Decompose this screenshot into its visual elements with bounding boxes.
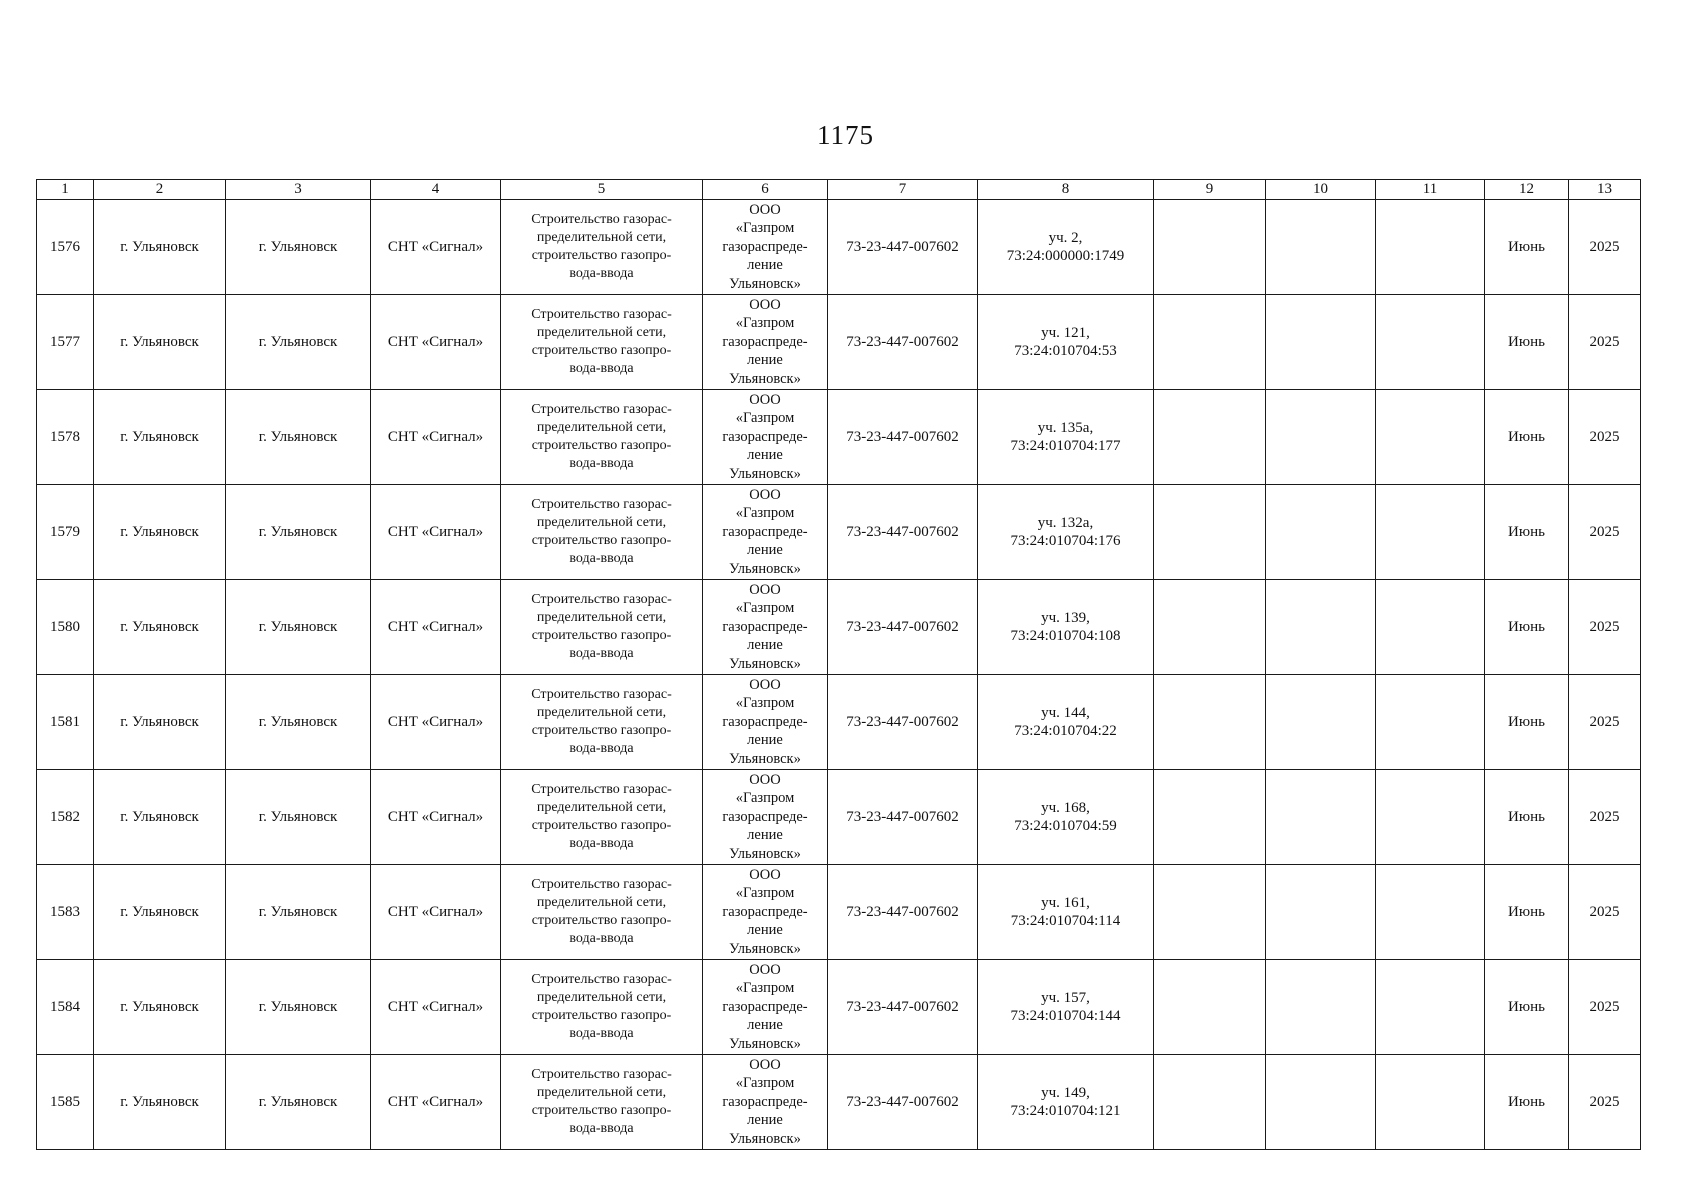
year-cell: 2025	[1569, 770, 1641, 865]
district-cell: г. Ульяновск	[94, 295, 226, 390]
table-row	[37, 295, 1641, 390]
year-cell: 2025	[1569, 200, 1641, 295]
organization-cell-line: Ульяновск»	[729, 275, 801, 292]
tu-number-cell: 73-23-447-007602	[828, 200, 978, 295]
work-cell-line: вода-ввода	[569, 266, 634, 281]
settlement-cell: г. Ульяновск	[226, 1055, 371, 1150]
year-cell: 2025	[1569, 865, 1641, 960]
organization-cell-line: «Газпром	[735, 600, 795, 617]
empty-cell-10	[1266, 770, 1376, 865]
row-number-cell: 1578	[37, 390, 94, 485]
empty-cell-9	[1154, 1055, 1266, 1150]
work-cell	[501, 770, 703, 865]
plot-cell-text	[981, 894, 1150, 930]
column-header: 9	[1154, 180, 1266, 200]
settlement-cell: г. Ульяновск	[226, 390, 371, 485]
district-cell: г. Ульяновск	[94, 200, 226, 295]
work-cell-line: вода-ввода	[569, 551, 634, 566]
settlement-cell: г. Ульяновск	[226, 580, 371, 675]
year-cell: 2025	[1569, 390, 1641, 485]
empty-cell-10	[1266, 675, 1376, 770]
organization-cell-text	[703, 486, 827, 579]
empty-cell-10	[1266, 865, 1376, 960]
year-cell: 2025	[1569, 580, 1641, 675]
work-cell-line: Строительство газорас-	[531, 497, 672, 512]
work-cell-line: вода-ввода	[569, 741, 634, 756]
organization-cell-line: ООО	[749, 296, 781, 313]
plot-cell	[978, 580, 1154, 675]
object-cell: СНТ «Сигнал»	[371, 485, 501, 580]
organization-cell-line: Ульяновск»	[729, 560, 801, 577]
work-cell-line: пределительной сети,	[536, 420, 667, 435]
organization-cell-line: «Газпром	[735, 885, 795, 902]
month-cell: Июнь	[1485, 200, 1569, 295]
organization-cell-line: Ульяновск»	[729, 370, 801, 387]
column-header: 3	[226, 180, 371, 200]
work-cell-line: Строительство газорас-	[531, 687, 672, 702]
object-cell: СНТ «Сигнал»	[371, 675, 501, 770]
settlement-cell: г. Ульяновск	[226, 960, 371, 1055]
organization-cell-text	[703, 676, 827, 769]
row-number-cell: 1580	[37, 580, 94, 675]
empty-cell-10	[1266, 485, 1376, 580]
empty-cell-10	[1266, 390, 1376, 485]
tu-number-cell: 73-23-447-007602	[828, 865, 978, 960]
organization-cell-line: ООО	[749, 771, 781, 788]
work-cell-line: пределительной сети,	[536, 1085, 667, 1100]
plot-cell-line: 73:24:010704:177	[1010, 438, 1121, 454]
organization-cell-line: ООО	[749, 866, 781, 883]
empty-cell-11	[1376, 675, 1485, 770]
work-cell-text	[504, 686, 699, 758]
year-cell: 2025	[1569, 675, 1641, 770]
work-cell-line: Строительство газорас-	[531, 782, 672, 797]
work-cell	[501, 1055, 703, 1150]
tu-number-cell: 73-23-447-007602	[828, 1055, 978, 1150]
month-cell: Июнь	[1485, 675, 1569, 770]
work-cell-line: строительство газопро-	[531, 533, 672, 548]
work-cell-line: пределительной сети,	[536, 705, 667, 720]
empty-cell-9	[1154, 865, 1266, 960]
plot-cell-text	[981, 989, 1150, 1025]
year-cell: 2025	[1569, 960, 1641, 1055]
tu-number-cell: 73-23-447-007602	[828, 295, 978, 390]
table-header	[37, 180, 1641, 200]
plot-cell	[978, 485, 1154, 580]
column-header: 12	[1485, 180, 1569, 200]
plot-cell-line: уч. 144,	[1041, 705, 1090, 721]
work-cell-line: пределительной сети,	[536, 515, 667, 530]
plot-cell-line: 73:24:010704:144	[1010, 1008, 1121, 1024]
tu-number-cell: 73-23-447-007602	[828, 675, 978, 770]
empty-cell-9	[1154, 960, 1266, 1055]
organization-cell-line: ООО	[749, 581, 781, 598]
plot-cell-line: уч. 132а,	[1037, 515, 1094, 531]
settlement-cell: г. Ульяновск	[226, 770, 371, 865]
plot-cell-line: уч. 157,	[1041, 990, 1090, 1006]
work-cell-text	[504, 971, 699, 1043]
column-header: 7	[828, 180, 978, 200]
organization-cell	[703, 390, 828, 485]
organization-cell-line: Ульяновск»	[729, 1035, 801, 1052]
tu-number-cell: 73-23-447-007602	[828, 580, 978, 675]
work-cell-line: вода-ввода	[569, 361, 634, 376]
row-number-cell: 1579	[37, 485, 94, 580]
organization-cell-line: ООО	[749, 1056, 781, 1073]
organization-cell-text	[703, 866, 827, 959]
registry-table	[36, 179, 1641, 1150]
work-cell-text	[504, 876, 699, 948]
plot-cell-line: 73:24:010704:53	[1014, 343, 1117, 359]
empty-cell-11	[1376, 200, 1485, 295]
table-body	[37, 200, 1641, 1150]
organization-cell-line: Ульяновск»	[729, 465, 801, 482]
work-cell-text	[504, 496, 699, 568]
plot-cell-line: 73:24:010704:108	[1010, 628, 1121, 644]
work-cell-line: вода-ввода	[569, 1026, 634, 1041]
tu-number-cell: 73-23-447-007602	[828, 485, 978, 580]
district-cell: г. Ульяновск	[94, 485, 226, 580]
organization-cell-line: «Газпром	[735, 695, 795, 712]
empty-cell-9	[1154, 675, 1266, 770]
organization-cell-line: ление	[747, 922, 783, 939]
empty-cell-10	[1266, 200, 1376, 295]
object-cell: СНТ «Сигнал»	[371, 580, 501, 675]
tu-number-cell: 73-23-447-007602	[828, 390, 978, 485]
organization-cell	[703, 580, 828, 675]
empty-cell-11	[1376, 485, 1485, 580]
organization-cell-line: ООО	[749, 486, 781, 503]
plot-cell	[978, 770, 1154, 865]
work-cell	[501, 295, 703, 390]
plot-cell-text	[981, 704, 1150, 740]
work-cell-line: строительство газопро-	[531, 1103, 672, 1118]
month-cell: Июнь	[1485, 295, 1569, 390]
plot-cell-text	[981, 514, 1150, 550]
empty-cell-10	[1266, 580, 1376, 675]
object-cell: СНТ «Сигнал»	[371, 960, 501, 1055]
tu-number-cell: 73-23-447-007602	[828, 960, 978, 1055]
empty-cell-11	[1376, 865, 1485, 960]
organization-cell	[703, 200, 828, 295]
organization-cell-line: «Газпром	[735, 1075, 795, 1092]
work-cell-line: вода-ввода	[569, 931, 634, 946]
plot-cell-line: 73:24:010704:121	[1010, 1103, 1121, 1119]
work-cell-line: строительство газопро-	[531, 438, 672, 453]
organization-cell-line: ление	[747, 352, 783, 369]
plot-cell	[978, 295, 1154, 390]
empty-cell-10	[1266, 1055, 1376, 1150]
table-row	[37, 390, 1641, 485]
work-cell-line: Строительство газорас-	[531, 307, 672, 322]
work-cell-text	[504, 211, 699, 283]
organization-cell-line: газораспреде-	[722, 523, 808, 540]
table-row	[37, 485, 1641, 580]
year-cell: 2025	[1569, 485, 1641, 580]
column-header: 2	[94, 180, 226, 200]
plot-cell-line: 73:24:010704:22	[1014, 723, 1117, 739]
organization-cell-line: ление	[747, 257, 783, 274]
organization-cell-line: «Газпром	[735, 505, 795, 522]
object-cell: СНТ «Сигнал»	[371, 200, 501, 295]
work-cell-line: Строительство газорас-	[531, 402, 672, 417]
column-header: 8	[978, 180, 1154, 200]
plot-cell	[978, 200, 1154, 295]
settlement-cell: г. Ульяновск	[226, 295, 371, 390]
organization-cell-text	[703, 296, 827, 389]
district-cell: г. Ульяновск	[94, 390, 226, 485]
empty-cell-9	[1154, 770, 1266, 865]
plot-cell-line: 73:24:010704:114	[1010, 913, 1121, 929]
table-row	[37, 770, 1641, 865]
plot-cell-line: уч. 149,	[1041, 1085, 1090, 1101]
work-cell-line: строительство газопро-	[531, 818, 672, 833]
row-number-cell: 1582	[37, 770, 94, 865]
row-number-cell: 1583	[37, 865, 94, 960]
plot-cell	[978, 865, 1154, 960]
empty-cell-11	[1376, 1055, 1485, 1150]
organization-cell-line: ление	[747, 542, 783, 559]
organization-cell	[703, 675, 828, 770]
column-header: 11	[1376, 180, 1485, 200]
plot-cell-line: 73:24:000000:1749	[1006, 248, 1125, 264]
work-cell-line: строительство газопро-	[531, 1008, 672, 1023]
work-cell	[501, 865, 703, 960]
organization-cell-line: ООО	[749, 201, 781, 218]
month-cell: Июнь	[1485, 390, 1569, 485]
column-header: 1	[37, 180, 94, 200]
work-cell	[501, 485, 703, 580]
work-cell	[501, 200, 703, 295]
settlement-cell: г. Ульяновск	[226, 865, 371, 960]
district-cell: г. Ульяновск	[94, 960, 226, 1055]
settlement-cell: г. Ульяновск	[226, 675, 371, 770]
empty-cell-10	[1266, 295, 1376, 390]
work-cell-text	[504, 1066, 699, 1138]
work-cell-line: строительство газопро-	[531, 723, 672, 738]
column-header: 5	[501, 180, 703, 200]
organization-cell-line: «Газпром	[735, 220, 795, 237]
organization-cell-line: Ульяновск»	[729, 845, 801, 862]
organization-cell-line: газораспреде-	[722, 903, 808, 920]
work-cell-line: Строительство газорас-	[531, 1067, 672, 1082]
plot-cell	[978, 960, 1154, 1055]
organization-cell-line: ООО	[749, 961, 781, 978]
month-cell: Июнь	[1485, 865, 1569, 960]
organization-cell-text	[703, 1056, 827, 1149]
plot-cell-line: уч. 121,	[1041, 325, 1090, 341]
organization-cell-line: газораспреде-	[722, 713, 808, 730]
organization-cell-line: газораспреде-	[722, 238, 808, 255]
table-row	[37, 675, 1641, 770]
plot-cell-text	[981, 1084, 1150, 1120]
settlement-cell: г. Ульяновск	[226, 200, 371, 295]
work-cell-line: пределительной сети,	[536, 230, 667, 245]
row-number-cell: 1584	[37, 960, 94, 1055]
work-cell-line: пределительной сети,	[536, 990, 667, 1005]
year-cell: 2025	[1569, 295, 1641, 390]
plot-cell-text	[981, 419, 1150, 455]
organization-cell-text	[703, 581, 827, 674]
empty-cell-10	[1266, 960, 1376, 1055]
organization-cell-line: Ульяновск»	[729, 655, 801, 672]
work-cell-line: строительство газопро-	[531, 248, 672, 263]
organization-cell-line: Ульяновск»	[729, 940, 801, 957]
organization-cell-line: газораспреде-	[722, 1093, 808, 1110]
empty-cell-9	[1154, 485, 1266, 580]
district-cell: г. Ульяновск	[94, 675, 226, 770]
district-cell: г. Ульяновск	[94, 580, 226, 675]
district-cell: г. Ульяновск	[94, 865, 226, 960]
plot-cell-line: уч. 135а,	[1037, 420, 1094, 436]
organization-cell-line: «Газпром	[735, 410, 795, 427]
organization-cell-line: Ульяновск»	[729, 750, 801, 767]
plot-cell	[978, 1055, 1154, 1150]
row-number-cell: 1577	[37, 295, 94, 390]
empty-cell-11	[1376, 770, 1485, 865]
column-header: 6	[703, 180, 828, 200]
plot-cell-line: уч. 139,	[1041, 610, 1090, 626]
organization-cell	[703, 485, 828, 580]
work-cell-text	[504, 401, 699, 473]
page-number: 1175	[817, 120, 874, 150]
work-cell-line: строительство газопро-	[531, 628, 672, 643]
work-cell-text	[504, 781, 699, 853]
organization-cell	[703, 865, 828, 960]
object-cell: СНТ «Сигнал»	[371, 1055, 501, 1150]
empty-cell-9	[1154, 580, 1266, 675]
column-header: 4	[371, 180, 501, 200]
month-cell: Июнь	[1485, 580, 1569, 675]
work-cell-line: пределительной сети,	[536, 800, 667, 815]
table-row	[37, 580, 1641, 675]
month-cell: Июнь	[1485, 770, 1569, 865]
work-cell-line: вода-ввода	[569, 836, 634, 851]
object-cell: СНТ «Сигнал»	[371, 295, 501, 390]
work-cell	[501, 580, 703, 675]
plot-cell-line: 73:24:010704:59	[1014, 818, 1117, 834]
organization-cell-line: ление	[747, 637, 783, 654]
column-header: 13	[1569, 180, 1641, 200]
plot-cell-text	[981, 229, 1150, 265]
work-cell-line: Строительство газорас-	[531, 972, 672, 987]
month-cell: Июнь	[1485, 485, 1569, 580]
organization-cell-line: ление	[747, 1017, 783, 1034]
work-cell-line: Строительство газорас-	[531, 592, 672, 607]
organization-cell-line: ление	[747, 827, 783, 844]
organization-cell	[703, 770, 828, 865]
organization-cell-line: газораспреде-	[722, 808, 808, 825]
work-cell-line: пределительной сети,	[536, 895, 667, 910]
work-cell-line: вода-ввода	[569, 456, 634, 471]
organization-cell-line: ление	[747, 1112, 783, 1129]
plot-cell	[978, 675, 1154, 770]
organization-cell-text	[703, 771, 827, 864]
organization-cell	[703, 1055, 828, 1150]
plot-cell-line: уч. 168,	[1041, 800, 1090, 816]
plot-cell-text	[981, 324, 1150, 360]
plot-cell-line: уч. 2,	[1048, 230, 1083, 246]
organization-cell-line: газораспреде-	[722, 333, 808, 350]
plot-cell-text	[981, 609, 1150, 645]
settlement-cell: г. Ульяновск	[226, 485, 371, 580]
organization-cell-line: «Газпром	[735, 315, 795, 332]
organization-cell-line: газораспреде-	[722, 428, 808, 445]
month-cell: Июнь	[1485, 1055, 1569, 1150]
table-row	[37, 960, 1641, 1055]
organization-cell-text	[703, 201, 827, 294]
work-cell	[501, 390, 703, 485]
empty-cell-9	[1154, 295, 1266, 390]
month-cell: Июнь	[1485, 960, 1569, 1055]
object-cell: СНТ «Сигнал»	[371, 390, 501, 485]
organization-cell-line: газораспреде-	[722, 618, 808, 635]
object-cell: СНТ «Сигнал»	[371, 770, 501, 865]
work-cell-line: строительство газопро-	[531, 343, 672, 358]
work-cell-line: строительство газопро-	[531, 913, 672, 928]
column-number-row	[37, 180, 1641, 200]
district-cell: г. Ульяновск	[94, 770, 226, 865]
empty-cell-11	[1376, 580, 1485, 675]
plot-cell	[978, 390, 1154, 485]
work-cell-line: вода-ввода	[569, 646, 634, 661]
table-row	[37, 865, 1641, 960]
row-number-cell: 1581	[37, 675, 94, 770]
empty-cell-9	[1154, 390, 1266, 485]
plot-cell-line: уч. 161,	[1041, 895, 1090, 911]
organization-cell-line: «Газпром	[735, 980, 795, 997]
work-cell-line: пределительной сети,	[536, 325, 667, 340]
organization-cell-line: «Газпром	[735, 790, 795, 807]
work-cell-line: Строительство газорас-	[531, 877, 672, 892]
row-number-cell: 1576	[37, 200, 94, 295]
object-cell: СНТ «Сигнал»	[371, 865, 501, 960]
empty-cell-11	[1376, 390, 1485, 485]
work-cell-line: вода-ввода	[569, 1121, 634, 1136]
year-cell: 2025	[1569, 1055, 1641, 1150]
plot-cell-text	[981, 799, 1150, 835]
empty-cell-11	[1376, 295, 1485, 390]
organization-cell-line: ООО	[749, 676, 781, 693]
organization-cell-text	[703, 391, 827, 484]
work-cell	[501, 675, 703, 770]
district-cell: г. Ульяновск	[94, 1055, 226, 1150]
column-header: 10	[1266, 180, 1376, 200]
organization-cell-line: ление	[747, 447, 783, 464]
row-number-cell: 1585	[37, 1055, 94, 1150]
work-cell	[501, 960, 703, 1055]
organization-cell	[703, 960, 828, 1055]
organization-cell-line: газораспреде-	[722, 998, 808, 1015]
table-row	[37, 1055, 1641, 1150]
organization-cell-line: Ульяновск»	[729, 1130, 801, 1147]
work-cell-line: Строительство газорас-	[531, 212, 672, 227]
tu-number-cell: 73-23-447-007602	[828, 770, 978, 865]
organization-cell-text	[703, 961, 827, 1054]
organization-cell	[703, 295, 828, 390]
table-row	[37, 200, 1641, 295]
work-cell-text	[504, 306, 699, 378]
empty-cell-11	[1376, 960, 1485, 1055]
organization-cell-line: ление	[747, 732, 783, 749]
organization-cell-line: ООО	[749, 391, 781, 408]
plot-cell-line: 73:24:010704:176	[1010, 533, 1121, 549]
work-cell-line: пределительной сети,	[536, 610, 667, 625]
work-cell-text	[504, 591, 699, 663]
empty-cell-9	[1154, 200, 1266, 295]
